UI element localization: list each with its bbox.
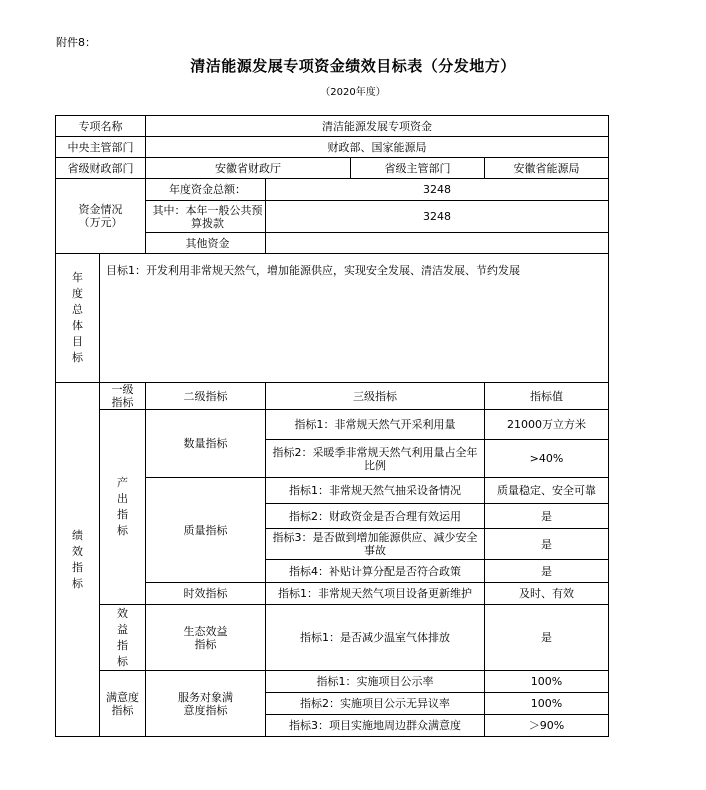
- funds-budget-value: 3248: [266, 201, 609, 233]
- funds-total-label: 年度资金总额：: [146, 179, 266, 201]
- row-funds-total: [56, 179, 609, 201]
- prov-dept-label: 省级主管部门: [351, 158, 485, 179]
- col-level2-header: 二级指标: [146, 383, 266, 410]
- central-dept-value: 财政部、国家能源局: [146, 137, 609, 158]
- indicator-value: >40%: [485, 440, 609, 478]
- indicator-value: 是: [485, 529, 609, 560]
- row-perf-header: [56, 383, 609, 410]
- eco-benefit-label: 生态效益指标: [146, 605, 266, 671]
- table-row: [56, 671, 609, 693]
- indicator-value: ＞90%: [485, 715, 609, 737]
- project-name-label: 专项名称: [56, 116, 146, 137]
- page-title: 清洁能源发展专项资金绩效目标表（分发地方）: [190, 57, 516, 75]
- indicator-value: 质量稳定、安全可靠: [485, 478, 609, 504]
- perf-indicator-label: 绩效指标: [56, 383, 100, 737]
- output-indicator-label: 产出指标: [100, 410, 146, 605]
- quantity-indicator-label: 数量指标: [146, 410, 266, 478]
- attachment-label: 附件8：: [56, 36, 96, 49]
- prov-finance-label: 省级财政部门: [56, 158, 146, 179]
- prov-dept-value: 安徽省能源局: [485, 158, 609, 179]
- indicator-value: 是: [485, 605, 609, 671]
- funds-budget-label: 其中：本年一般公共预算拨款: [146, 201, 266, 233]
- indicator-text: 指标1：是否减少温室气体排放: [266, 605, 485, 671]
- indicator-text: 指标4：补贴计算分配是否符合政策: [266, 560, 485, 583]
- col-value-header: 指标值: [485, 383, 609, 410]
- indicator-text: 指标1：非常规天然气项目设备更新维护: [266, 583, 485, 605]
- service-satisfaction-label: 服务对象满意度指标: [146, 671, 266, 737]
- table-row: [56, 410, 609, 440]
- indicator-text: 指标2：财政资金是否合理有效运用: [266, 504, 485, 529]
- funds-total-value: 3248: [266, 179, 609, 201]
- indicator-text: 指标1：非常规天然气开采利用量: [266, 410, 485, 440]
- indicator-text: 指标1：实施项目公示率: [266, 671, 485, 693]
- col-level3-header: 三级指标: [266, 383, 485, 410]
- satisfaction-indicator-label: 满意度指标: [100, 671, 146, 737]
- row-central-dept: [56, 137, 609, 158]
- quality-indicator-label: 质量指标: [146, 478, 266, 583]
- indicator-value: 是: [485, 560, 609, 583]
- funds-other-label: 其他资金: [146, 233, 266, 254]
- indicator-value: 100%: [485, 671, 609, 693]
- annual-goal-text: 目标1：开发利用非常规天然气，增加能源供应，实现安全发展、清洁发展、节约发展: [100, 254, 609, 383]
- row-project-name: [56, 116, 609, 137]
- timeliness-indicator-label: 时效指标: [146, 583, 266, 605]
- col-level1-header: 一级指标: [100, 383, 146, 410]
- indicator-value: 是: [485, 504, 609, 529]
- year-label: （2020年度）: [320, 87, 386, 98]
- row-annual-goal: [56, 254, 609, 383]
- indicator-value: 及时、有效: [485, 583, 609, 605]
- annual-goal-label: 年度总体目标: [56, 254, 100, 383]
- indicator-text: 指标3：项目实施地周边群众满意度: [266, 715, 485, 737]
- row-provincial-depts: [56, 158, 609, 179]
- indicator-text: 指标2：实施项目公示无异议率: [266, 693, 485, 715]
- central-dept-label: 中央主管部门: [56, 137, 146, 158]
- prov-finance-value: 安徽省财政厅: [146, 158, 351, 179]
- funds-other-value: [266, 233, 609, 254]
- table-row: [56, 605, 609, 671]
- indicator-text: 指标3：是否做到增加能源供应、减少安全事故: [266, 529, 485, 560]
- funds-label: 资金情况（万元）: [56, 179, 146, 254]
- benefit-indicator-label: 效益指标: [100, 605, 146, 671]
- performance-target-table: [55, 115, 609, 737]
- indicator-value: 21000万立方米: [485, 410, 609, 440]
- project-name-value: 清洁能源发展专项资金: [146, 116, 609, 137]
- indicator-text: 指标2：采暖季非常规天然气利用量占全年比例: [266, 440, 485, 478]
- indicator-text: 指标1：非常规天然气抽采设备情况: [266, 478, 485, 504]
- indicator-value: 100%: [485, 693, 609, 715]
